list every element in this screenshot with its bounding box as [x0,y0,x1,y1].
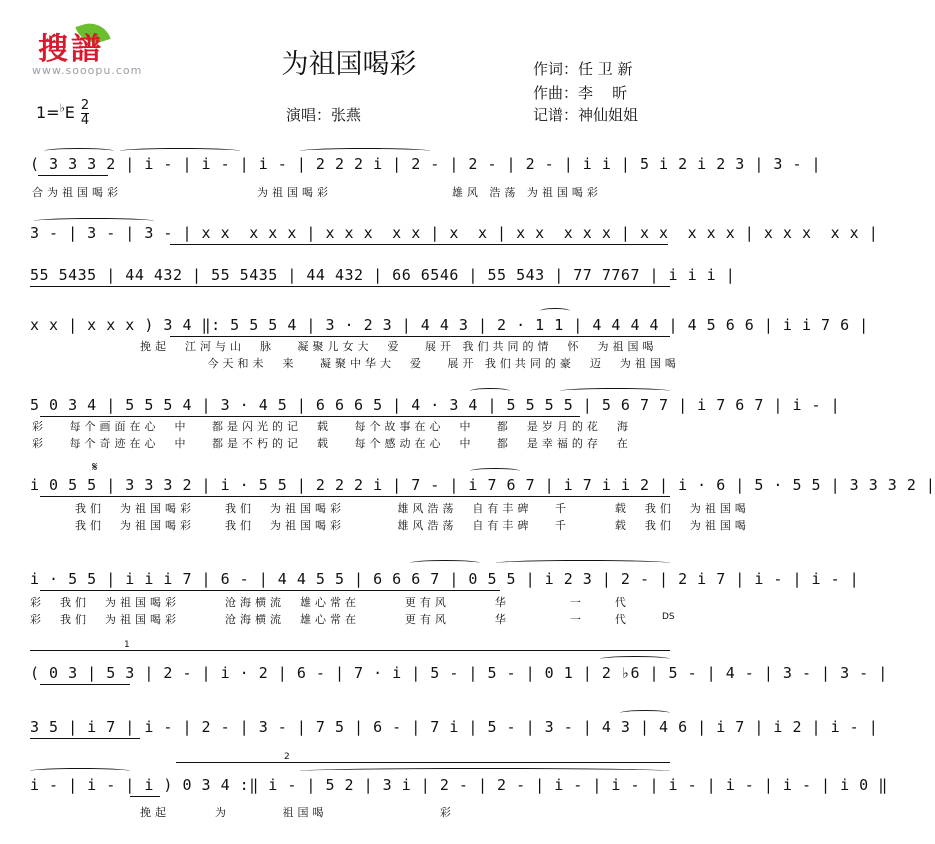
slur [470,468,520,474]
composer-credit: 作曲：李 昕 [533,84,628,102]
lyric-row-4b: 今天和未 来 凝聚中华大 爱 展开 我们共同的豪 迈 为祖国喝 [140,357,680,370]
singer-credit: 演唱：张燕 [286,106,362,124]
volta-1-bracket [30,650,670,651]
notation-row-2: 3 - | 3 - | 3 - | x x x x x | x x x x x | x x | x x x x x | x x x x x | x x x x x | [30,224,879,242]
notation-row-10: i - | i - | i ) 0 3 4 :‖ i - | 5 2 | 3 i | 2 - | 2 - | i - | i - | i - | i - | i - | i 0 ‖ [30,776,888,794]
time-signature [81,100,89,127]
slur [44,148,114,154]
notation-row-6: i 0 5 5 | 3 3 3 2 | i · 5 5 | 2 2 2 i | 7 - | i 7 6 7 | i 7 i i 2 | i · 6 | 5 · 5 5 | 3 3 3 2 | [30,476,935,494]
tie [560,388,670,394]
notation-row-3: 55 5435 | 44 432 | 55 5435 | 44 432 | 66 6546 | 55 543 | 77 7767 | i i i | [30,266,736,284]
lyric-row-5a: 彩 每个画面在心 中 都是闪光的记 载 每个故事在心 中 都 是岁月的花 海 [32,420,632,433]
slur [540,308,570,314]
notation-row-4: x x | x x x ) 3 4 ‖: 5 5 5 4 | 3 · 2 3 | 4 4 3 | 2 · 1 1 | 4 4 4 4 | 4 5 6 6 | i i 7 6 | [30,316,869,334]
underline-beam [40,416,580,417]
logo-url: www.sooopu.com [32,64,143,77]
lyricist-credit: 作词：任 卫 新 [533,60,633,78]
dal-segno-mark: DS [662,612,675,622]
tie [620,710,670,716]
lyric-row-10: 挽起 为 祖国喝 彩 [140,806,455,819]
lyric-row-5b: 彩 每个奇迹在心 中 都是不朽的记 载 每个感动在心 中 都 是幸福的存 在 [32,437,632,450]
volta-2-bracket [176,762,670,763]
underline-beam [30,738,140,739]
tie [300,768,670,774]
tie [496,560,670,566]
time-beats: 2 [80,98,90,113]
notation-row-7: i · 5 5 | i i i 7 | 6 - | 4 4 5 5 | 6 6 6 7 | 0 5 5 | i 2 3 | 2 - | 2 i 7 | i - | i - | [30,570,860,588]
tie [34,218,154,224]
key-prefix: 1= [36,103,60,122]
key-tonic: E [64,103,75,122]
lyric-row-6b: 我们 为祖国喝彩 我们 为祖国喝彩 雄风浩荡 自有丰碑 千 载 我们 为祖国喝 [30,519,750,532]
slur [410,560,480,566]
segno-mark: 𝄋 [92,460,98,475]
flat-sign: ♭ [59,101,65,115]
volta-2-label: 2 [284,752,290,762]
lyric-row-1: 合为祖国喝彩 为祖国喝彩 雄风 浩荡 为祖国喝彩 [32,186,602,199]
tie [600,656,670,662]
lyric-row-7b: 彩 我们 为祖国喝彩 沧海横流 雄心常在 更有风 华 一 代 [30,613,630,626]
notation-row-8: ( 0 3 | 5 3 | 2 - | i · 2 | 6 - | 7 · i | 5 - | 5 - | 0 1 | 2 ♭6 | 5 - | 4 - | 3 - | 3 - | [30,664,888,682]
transcriber-credit: 记谱：神仙姐姐 [533,106,639,124]
tie [30,768,130,774]
notation-row-9: 3 5 | i 7 | i - | 2 - | 3 - | 7 5 | 6 - | 7 i | 5 - | 3 - | 4 3 | 4 6 | i 7 | i 2 | i - | [30,718,879,736]
time-unit: 4 [80,113,90,128]
underline-beam [130,796,160,797]
lyric-row-7a: 彩 我们 为祖国喝彩 沧海横流 雄心常在 更有风 华 一 代 [30,596,630,609]
slur [470,388,510,394]
lyric-row-6a: 我们 为祖国喝彩 我们 为祖国喝彩 雄风浩荡 自有丰碑 千 载 我们 为祖国喝 [30,502,750,515]
tie [300,148,430,154]
key-signature [36,100,89,127]
underline-beam [40,590,500,591]
volta-1-label: 1 [124,640,130,650]
logo-text: 搜譜 [38,32,104,67]
song-title: 为祖国喝彩 [281,49,417,80]
lyric-row-4a: 挽起 江河与山 脉 凝聚儿女大 爱 展开 我们共同的情 怀 为祖国喝 [140,340,658,353]
underline-beam [170,336,670,337]
underline-beam [40,496,670,497]
notation-row-1: ( 3 3 3 2 | i - | i - | i - | 2 2 2 i | 2 - | 2 - | 2 - | i i | 5 i 2 i 2 3 | 3 - | [30,155,822,173]
underline-beam [170,244,668,245]
underline-beam [30,286,670,287]
tie [120,148,240,154]
underline-beam [40,684,130,685]
underline-beam [38,175,108,176]
notation-row-5: 5 0 3 4 | 5 5 5 4 | 3 · 4 5 | 6 6 6 5 | 4 · 3 4 | 5 5 5 5 | 5 6 7 7 | i 7 6 7 | i - | [30,396,841,414]
